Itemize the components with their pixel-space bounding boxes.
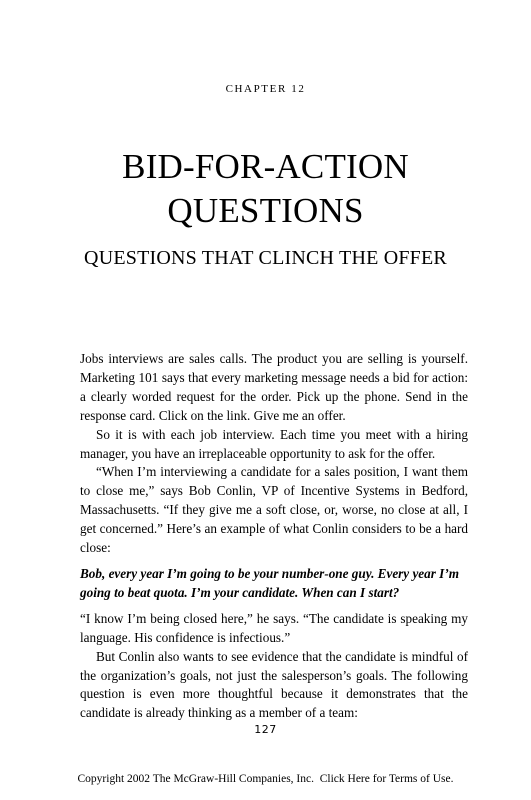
paragraph: So it is with each job interview. Each time you meet with a hiring manager, you have an irreplaceable opportunity to ask for the offer. [80, 426, 468, 461]
paragraph: “I know I’m being closed here,” he says. “The candidate is speaking my language. His confidence is infectious.” [80, 610, 468, 645]
chapter-title-line-2: QUESTIONS [167, 191, 364, 230]
chapter-title-line-1: BID-FOR-ACTION [122, 147, 409, 186]
paragraph: Jobs interviews are sales calls. The product you are selling is yourself. Marketing 101 says that every marketing message needs a bid for action: a clearly worded request for the order. Pick up the phone. Send in the response card. Click on the link. Give me an offer. [80, 351, 468, 423]
page-number: 127 [254, 723, 277, 736]
footer [0, 773, 531, 785]
paragraph: “When I’m interviewing a candidate for a sales position, I want them to close me,” says Bob Conlin, VP of Incentive Systems in Bedford, Massachusetts. “If they give me a soft close, or, worse, no close at all, I get concerned.” Here’s an example of what Conlin considers to be a hard close: [80, 464, 468, 556]
body-text [80, 350, 468, 723]
example-quote: Bob, every year I’m going to be your number-one guy. Every year I’m going to beat quota. I’m your candidate. When can I start? [80, 565, 459, 600]
terms-of-use-link[interactable]: Click Here for Terms of Use. [319, 773, 454, 785]
chapter-title [0, 145, 531, 233]
paragraph: But Conlin also wants to see evidence that the candidate is mindful of the organization’s goals, not just the salesperson’s goals. The following question is even more thoughtful because it demonstrates that the candidate is already thinking as a member of a team: [80, 648, 468, 721]
chapter-label: CHAPTER 12 [225, 83, 306, 95]
chapter-subtitle: QUESTIONS THAT CLINCH THE OFFER [84, 247, 447, 269]
copyright-text: Copyright 2002 The McGraw-Hill Companies, Inc. [77, 773, 314, 785]
